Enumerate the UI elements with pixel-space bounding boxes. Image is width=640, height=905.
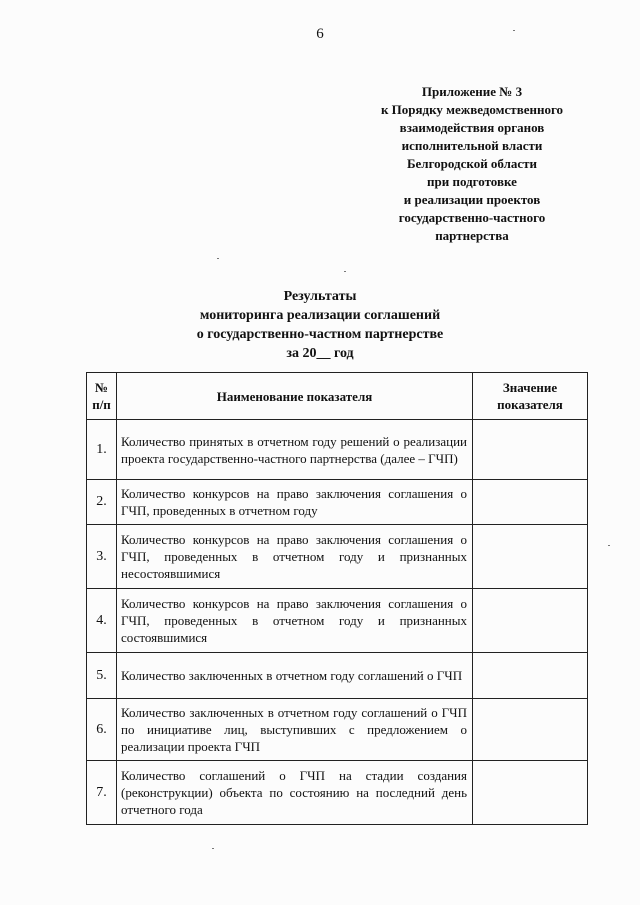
scan-speck [344, 271, 346, 272]
row-value-cell [473, 761, 588, 825]
scan-speck [608, 545, 610, 546]
appendix-line: и реализации проектов [403, 192, 541, 207]
row-indicator-text: Количество заключенных в отчетном году соглашений о ГЧП по инициативе лиц, выступивших с предложением о реализации проекта ГЧП [117, 699, 473, 761]
row-number: 5. [87, 653, 117, 699]
title-line: мониторинга реализации соглашений [199, 308, 441, 323]
appendix-line: исполнительной власти [401, 138, 543, 153]
appendix-line: при подготовке [427, 174, 517, 189]
table-row [87, 525, 588, 589]
row-indicator-text: Количество соглашений о ГЧП на стадии создания (реконструкции) объекта по состоянию на последний день отчетного года [117, 761, 473, 825]
appendix-line: партнерства [435, 228, 509, 243]
appendix-line: взаимодействия органов [399, 120, 545, 135]
row-indicator-text: Количество принятых в отчетном году решений о реализации проекта государственно-частного партнерства (далее – ГЧП) [117, 420, 473, 480]
table-row [87, 653, 588, 699]
table-row [87, 761, 588, 825]
table-header-row [87, 373, 588, 420]
row-number: 2. [87, 480, 117, 525]
row-value-cell [473, 420, 588, 480]
indicators-table [86, 372, 588, 825]
header-indicator-value: Значение показателя [473, 373, 588, 420]
appendix-line: государственно-частного [398, 210, 546, 225]
row-value-cell [473, 699, 588, 761]
row-indicator-text: Количество конкурсов на право заключения соглашения о ГЧП, проведенных в отчетном году и признанных несостоявшимися [117, 525, 473, 589]
title-line: Результаты [283, 289, 357, 304]
row-number: 4. [87, 589, 117, 653]
appendix-line: к Порядку межведомственного [380, 102, 564, 117]
scan-speck [217, 258, 219, 259]
table-row [87, 699, 588, 761]
appendix-header [362, 83, 582, 245]
appendix-line: Белгородской области [406, 156, 538, 171]
row-number: 1. [87, 420, 117, 480]
document-title [0, 287, 640, 363]
row-indicator-text: Количество конкурсов на право заключения соглашения о ГЧП, проведенных в отчетном году [117, 480, 473, 525]
header-number: № п/п [87, 373, 117, 420]
header-indicator-name: Наименование показателя [117, 373, 473, 420]
row-number: 6. [87, 699, 117, 761]
title-line: о государственно-частном партнерстве [196, 327, 444, 342]
title-line: за 20__ год [286, 346, 354, 361]
table-row [87, 589, 588, 653]
row-number: 7. [87, 761, 117, 825]
row-indicator-text: Количество заключенных в отчетном году соглашений о ГЧП [117, 653, 473, 699]
page-number: 6 [316, 26, 324, 42]
table-row [87, 480, 588, 525]
appendix-line: Приложение № 3 [421, 84, 523, 99]
row-value-cell [473, 589, 588, 653]
row-number: 3. [87, 525, 117, 589]
row-value-cell [473, 480, 588, 525]
row-indicator-text: Количество конкурсов на право заключения соглашения о ГЧП, проведенных в отчетном году и признанных состоявшимися [117, 589, 473, 653]
row-value-cell [473, 653, 588, 699]
row-value-cell [473, 525, 588, 589]
table-row [87, 420, 588, 480]
scan-speck [513, 30, 515, 31]
scan-speck [212, 848, 214, 849]
